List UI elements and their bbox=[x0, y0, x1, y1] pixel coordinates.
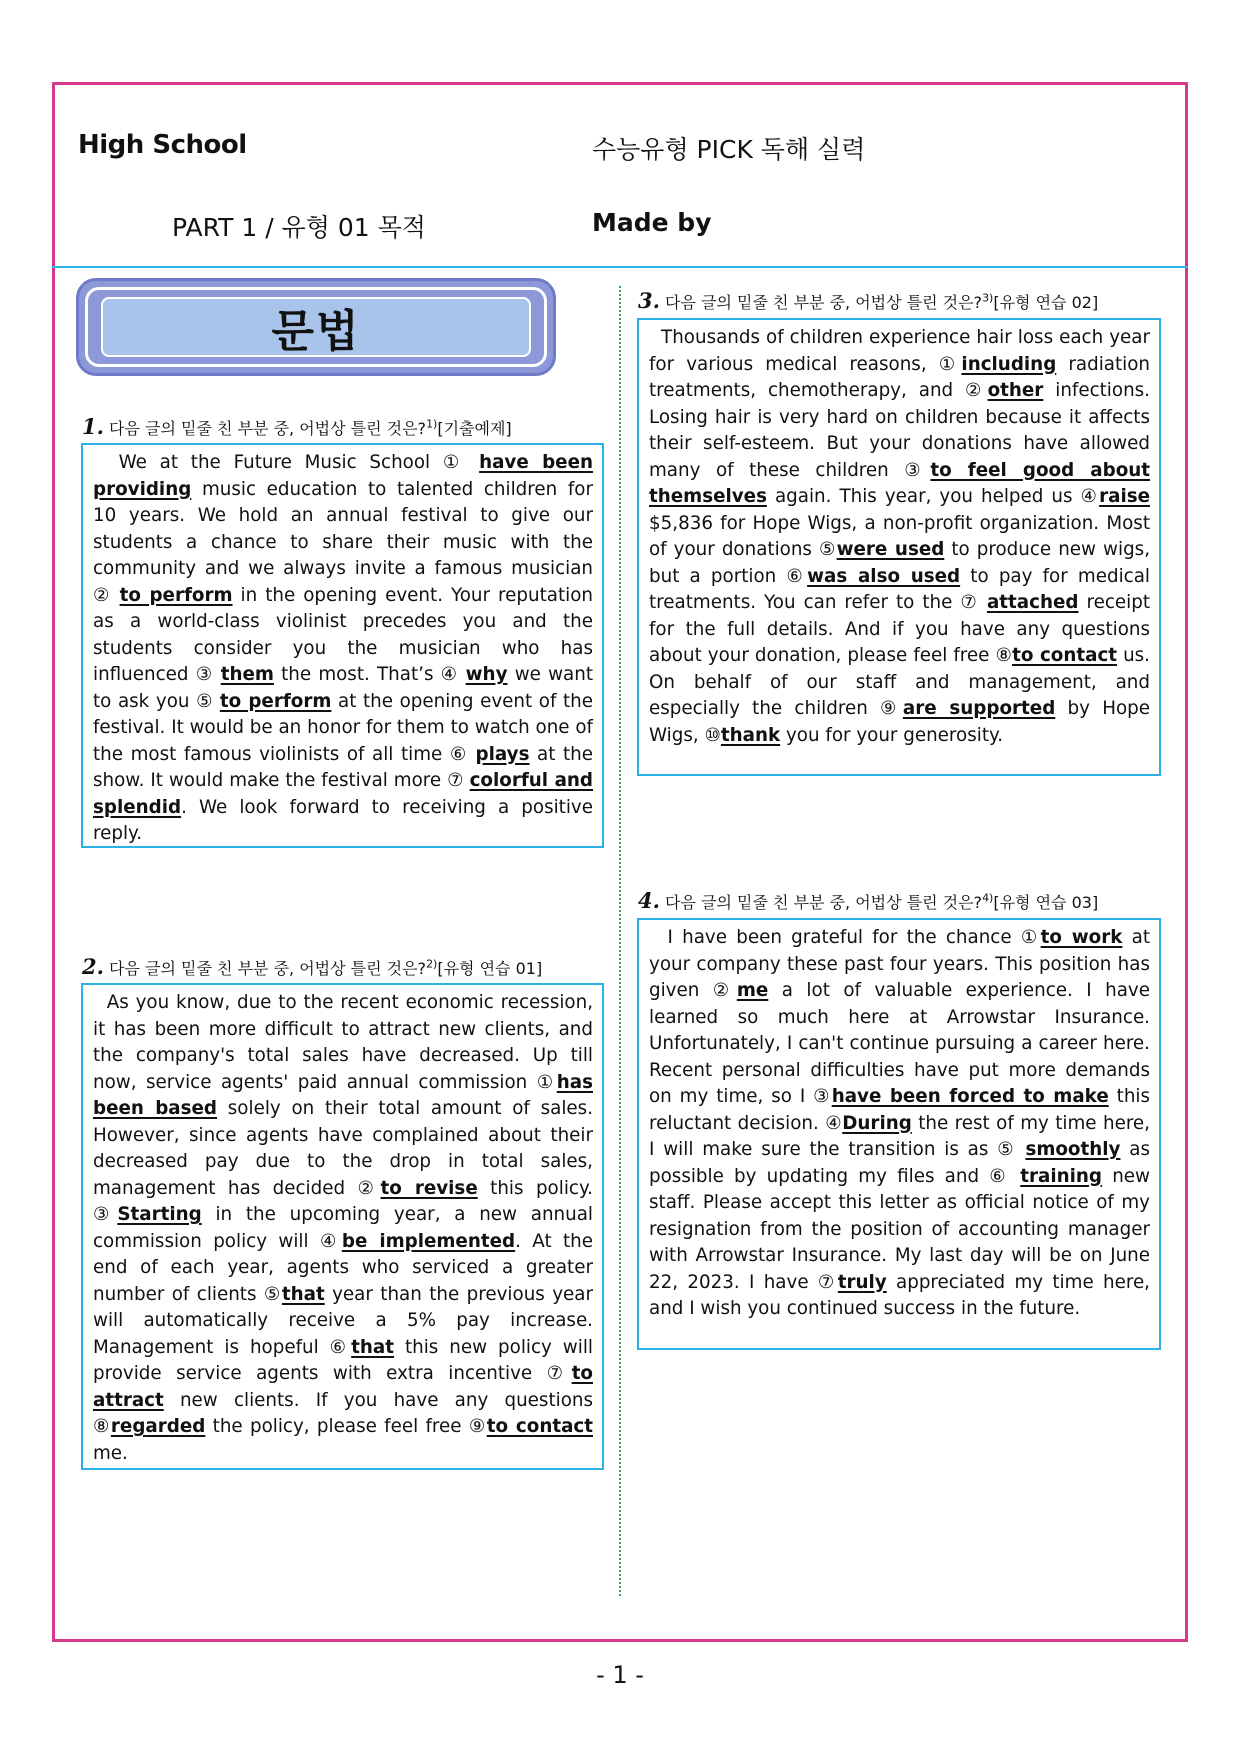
passage-box: Thousands of children experience hair loss each year for various medical reasons, ①including radiation treatments, chemotherapy, and ②other infections. Losing hair is very hard on children because it affects their self-esteem. But your donations have allowed many of these children ③to feel good about themselves again. This year, you helped us ④raise $5,836 for Hope Wigs, a non-profit organization. Most of your donations ⑤were used to produce new wigs, but a portion ⑥was also used to pay for medical treatments. You can refer to the ⑦ attached receipt for the full details. And if you have any questions about your donation, please feel free ⑧to contact us. On behalf of our staff and management, and especially the children ⑨are supported by Hope Wigs, ⑩thank you for your generosity. bbox=[637, 318, 1161, 776]
underlined-choice: truly bbox=[837, 1271, 887, 1293]
underlined-choice: them bbox=[220, 664, 274, 685]
question-prompt: 다음 글의 밑줄 친 부분 중, 어법상 틀린 것은? bbox=[109, 419, 427, 438]
underlined-choice: training bbox=[1020, 1165, 1102, 1187]
underlined-choice: other bbox=[987, 380, 1044, 401]
question-prompt: 다음 글의 밑줄 친 부분 중, 어법상 틀린 것은? bbox=[665, 293, 983, 312]
passage-box: We at the Future Music School ① have been providing music education to talented children for 10 years. We hold an annual festival to give our students a chance to share their music with the community and we always invite a famous musician ② to perform in the opening event. Your reputation as a world-class violinist precedes you and the students consider you the musician who has influenced ③ them the most. That’s ④ why we want to ask you ⑤ to perform at the opening event of the festival. It would be an honor for them to watch one of the most famous violinists of all time ⑥ plays at the show. It would make the festival more ⑦ colorful and splendid. We look forward to receiving a positive reply. bbox=[81, 443, 604, 848]
question-number: 1. bbox=[82, 414, 104, 439]
question-source: [기출예제] bbox=[437, 419, 512, 438]
underlined-choice: including bbox=[961, 353, 1057, 375]
underlined-choice: smoothly bbox=[1025, 1139, 1121, 1160]
underlined-choice: be implemented bbox=[341, 1230, 516, 1252]
underlined-choice: colorful and splendid bbox=[93, 770, 594, 818]
question-number: 2. bbox=[82, 954, 104, 979]
footnote-mark: 2) bbox=[426, 957, 438, 971]
question-heading bbox=[82, 954, 542, 979]
footnote-mark: 3) bbox=[982, 291, 994, 305]
underlined-choice: were used bbox=[836, 539, 945, 560]
section-title: 문법 bbox=[271, 306, 361, 357]
question-heading bbox=[638, 888, 1098, 913]
underlined-choice: to contact bbox=[1012, 645, 1118, 666]
underlined-choice: attached bbox=[986, 592, 1079, 613]
underlined-choice: have been forced to make bbox=[831, 1086, 1109, 1107]
question-number: 3. bbox=[638, 288, 660, 313]
page-number: - 1 - bbox=[596, 1661, 644, 1689]
question-source: [유형 연습 03] bbox=[993, 893, 1099, 912]
question-source: [유형 연습 02] bbox=[993, 293, 1099, 312]
question-prompt: 다음 글의 밑줄 친 부분 중, 어법상 틀린 것은? bbox=[109, 959, 427, 978]
footnote-mark: 1) bbox=[426, 417, 438, 431]
column-divider bbox=[619, 286, 621, 1596]
underlined-choice: plays bbox=[475, 743, 530, 765]
badge-inner bbox=[101, 297, 531, 357]
underlined-choice: to work bbox=[1040, 927, 1123, 948]
footnote-mark: 4) bbox=[982, 891, 994, 905]
underlined-choice: that bbox=[351, 1336, 395, 1358]
underlined-choice: why bbox=[465, 664, 508, 685]
question-number: 4. bbox=[638, 888, 660, 913]
underlined-choice: has been based bbox=[93, 1071, 593, 1119]
question-heading bbox=[638, 288, 1098, 313]
underlined-choice: to perform bbox=[219, 690, 332, 712]
underlined-choice: that bbox=[281, 1283, 325, 1305]
underlined-choice: was also used bbox=[807, 565, 961, 587]
underlined-choice: raise bbox=[1099, 486, 1150, 507]
underlined-choice: to perform bbox=[119, 584, 233, 606]
question-source: [유형 연습 01] bbox=[437, 959, 543, 978]
underlined-choice: to feel good about themselves bbox=[649, 459, 1151, 507]
underlined-choice: to revise bbox=[380, 1177, 478, 1199]
made-by-label: Made by bbox=[592, 208, 712, 237]
question-heading bbox=[82, 414, 512, 439]
part-label: PART 1 / 유형 01 목적 bbox=[172, 213, 426, 242]
underlined-choice: are supported bbox=[902, 698, 1056, 719]
underlined-choice: to attract bbox=[93, 1363, 593, 1411]
underlined-choice: regarded bbox=[110, 1416, 206, 1437]
workbook-title: 수능유형 PICK 독해 실력 bbox=[592, 135, 866, 164]
passage-box: As you know, due to the recent economic recession, it has been more difficult to attract new clients, and the company's total sales have decreased. Up till now, service agents' paid annual commission ①has been based solely on their total amount of sales. However, since agents have complained about their decreased pay due to the drop in total sales, management has decided ②to revise this policy. ③Starting in the upcoming year, a new annual commission policy will ④be implemented. At the end of each year, agents who serviced a greater number of clients ⑤that year than the previous year will automatically receive a 5% pay increase. Management is hopeful ⑥that this new policy will provide service agents with extra incentive ⑦to attract new clients. If you have any questions ⑧regarded the policy, please feel free ⑨to contact me. bbox=[81, 983, 604, 1470]
header-divider bbox=[52, 266, 1188, 268]
underlined-choice: to contact bbox=[486, 1416, 593, 1437]
underlined-choice: Starting bbox=[117, 1204, 202, 1225]
school-level: High School bbox=[78, 130, 247, 160]
underlined-choice: During bbox=[842, 1112, 912, 1134]
passage-box: I have been grateful for the chance ①to work at your company these past four years. This position has given ②me a lot of valuable experience. I have learned so much here at Arrowstar Insurance. Unfortunately, I can't continue pursuing a career here. Recent personal difficulties have put more demands on my time, so I ③have been forced to make this reluctant decision. ④During the rest of my time here, I will make sure the transition is as ⑤ smoothly as possible by updating my files and ⑥ training new staff. Please accept this letter as official notice of my resignation from the position of accounting manager with Arrowstar Insurance. My last day will be on June 22, 2023. I have ⑦truly appreciated my time here, and I wish you continued success in the future. bbox=[637, 918, 1161, 1350]
section-badge bbox=[76, 278, 556, 376]
underlined-choice: thank bbox=[720, 724, 781, 746]
underlined-choice: have been providing bbox=[93, 452, 593, 500]
underlined-choice: me bbox=[736, 980, 769, 1001]
question-prompt: 다음 글의 밑줄 친 부분 중, 어법상 틀린 것은? bbox=[665, 893, 983, 912]
